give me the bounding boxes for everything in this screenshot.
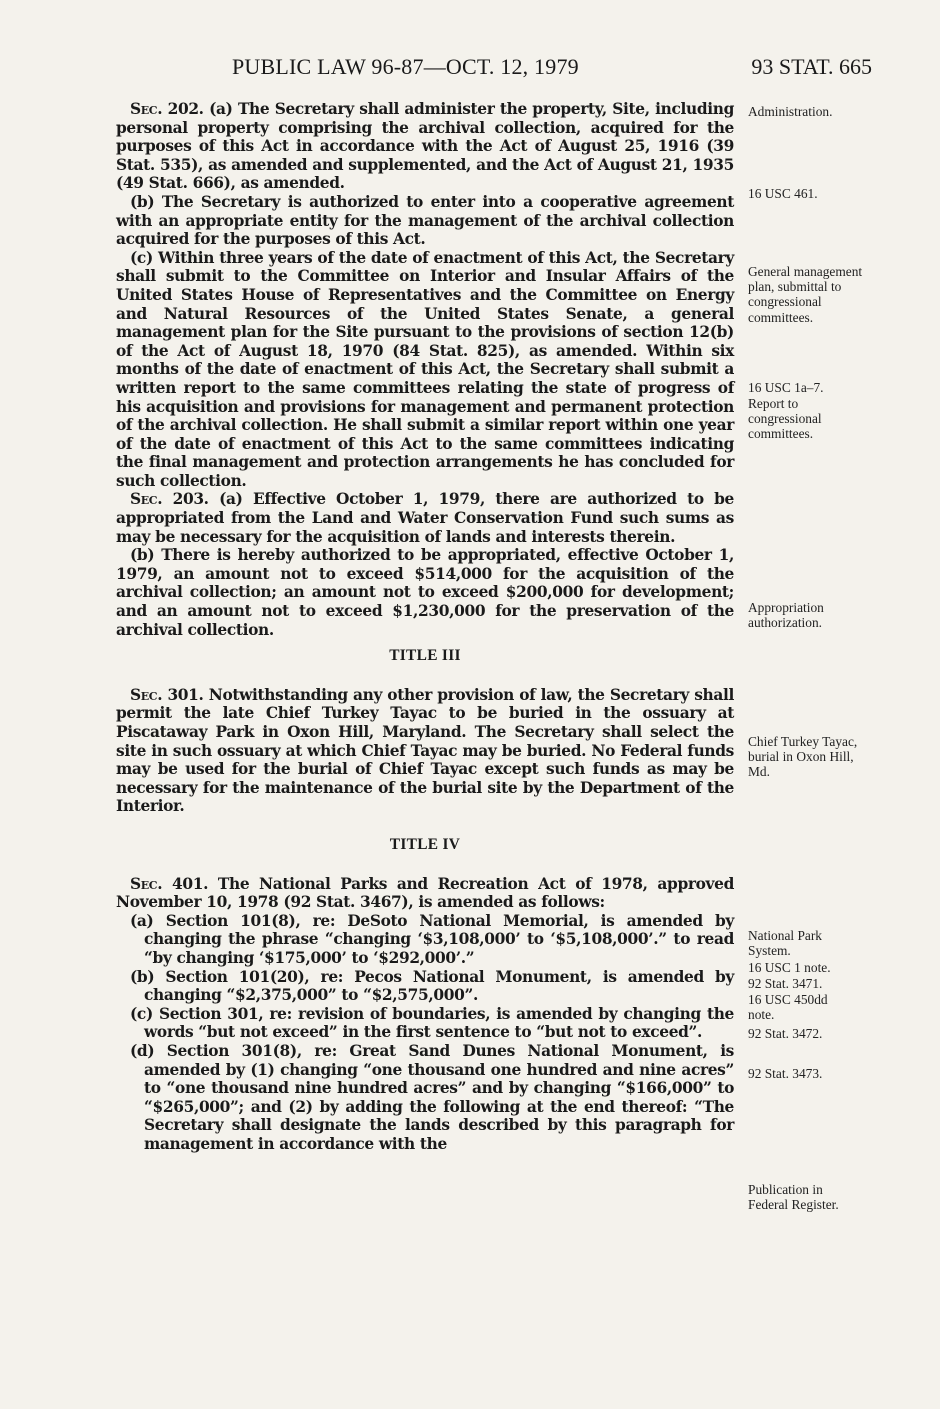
sec-301-text: 301. Notwithstanding any other provision of law, the Secretary shall permit the late Chief Turkey Tayac to be buried in the ossuary at Piscataway Park in Oxon Hill, Maryland. The Secretary shall select the site in such ossuary at which Chief Tayac may be buried. No Federal funds may be used for the burial of Chief Tayac except such funds as may be necessary for the maintenance of the burial site by the Department of the Interior. [116,685,734,816]
margin-note-publication: Publication in Federal Register. [748,1182,839,1213]
margin-note-usc-450dd: 16 USC 450dd note. [748,992,828,1023]
sec-401-d: (d) Section 301(8), re: Great Sand Dunes National Monument, is amended by (1) changing “one thousand one hundred and nine acres” to “one thousand nine hundred acres” and by changing “$166,000” to “$265,000”; and (2) by adding the following at the end thereof: “The Secretary shall designate the lands described by this paragraph for management in accordance with the [130,1041,734,1153]
margin-note-stat-3473: 92 Stat. 3473. [748,1066,823,1081]
sec-203-b: (b) There is hereby authorized to be appropriated, effective October 1, 1979, an amount not to exceed $514,000 for the acquisition of the archival collection; an amount not to exceed $200,000 for development; and an amount not to exceed $1,230,000 for the preservation of the archival collection. [116,546,734,639]
sec-202-c: (c) Within three years of the date of enactment of this Act, the Secretary shall submit to the Committee on Interior and Insular Affairs of the United States House of Representatives and the Committee on Energy and Natural Resources of the United States Senate, a general management plan for the Site pursuant to the provisions of section 12(b) of the Act of August 18, 1970 (84 Stat. 825), as amended. Within six months of the date of enactment of this Act, the Secretary shall submit a written report to the same committees relating the state of progress of his acquisition and provisions for management and permanent protection of the archival collection. He shall submit a similar report within one year of the date of enactment of this Act to the same committees indicating the final management and protection arrangements he has concluded for such collection. [116,248,734,490]
margin-note-usc-1-note: 16 USC 1 note. [748,960,831,975]
sec-203-a [116,490,734,546]
statute-body [116,100,734,1153]
sec-401-text: 401. The National Parks and Recreation Act of 1978, approved November 10, 1978 (92 Stat. 3467), is amended as follows: [116,874,735,912]
margin-note-usc-1a-7: 16 USC 1a–7. [748,380,824,395]
sec-401 [116,875,734,912]
section-label: Sec. [130,490,163,509]
sec-202-b: (b) The Secretary is authorized to enter into a cooperative agreement with an appropriate entity for the management of the archival collection acquired for the purposes of this Act. [116,192,734,249]
page-header [0,54,940,88]
sec-401-c: (c) Section 301, re: revision of boundaries, is amended by changing the words “but not exceed” in the first sentence to “but not to exceed”. [130,1004,734,1042]
section-label: Sec. [130,100,163,118]
sec-301 [116,686,734,816]
margin-note-general-management: General management plan, submittal to congressional committees. [748,264,863,325]
sec-202-a [116,100,734,193]
title-iv-heading: TITLE IV [389,835,461,853]
margin-note-administration: Administration. [748,104,833,119]
title-iii-heading: TITLE III [389,647,461,665]
margin-note-appropriation: Appropriation authorization. [748,600,824,631]
margin-note-nps: National Park System. [748,928,823,959]
sec-203-a-text: 203. (a) Effective October 1, 1979, there are authorized to be appropriated from the Land and Water Conservation Fund such sums as may be necessary for the acquisition of lands and interests therein. [116,490,734,546]
section-label: Sec. [130,685,163,704]
margin-note-usc-461: 16 USC 461. [748,186,818,201]
margin-note-stat-3472: 92 Stat. 3472. [748,1026,823,1041]
margin-note-chief-tayac: Chief Turkey Tayac, burial in Oxon Hill, Md. [748,734,858,780]
stat-page-reference: 93 STAT. 665 [751,54,872,79]
sec-401-a: (a) Section 101(8), re: DeSoto National Memorial, is amended by changing the phrase “changing ‘$3,108,000’ to ‘$5,108,000’.” to read “by changing ‘$175,000’ to ‘$292,000’.” [130,911,734,967]
section-label: Sec. [130,874,163,893]
law-title: PUBLIC LAW 96-87—OCT. 12, 1979 [232,54,579,79]
margin-note-report: Report to congressional committees. [748,396,822,442]
sec-401-b: (b) Section 101(20), re: Pecos National Monument, is amended by changing “$2,375,000” to “$2,575,000”. [130,967,734,1005]
sec-202-a-text: 202. (a) The Secretary shall administer the property, Site, including personal property comprising the archival collection, acquired for the purposes of this Act in accordance with the Act of August 25, 1916 (39 Stat. 535), as amended and supplemented, and the Act of August 21, 1935 (49 Stat. 666), as amended. [116,100,734,193]
margin-note-stat-3471: 92 Stat. 3471. [748,976,823,991]
